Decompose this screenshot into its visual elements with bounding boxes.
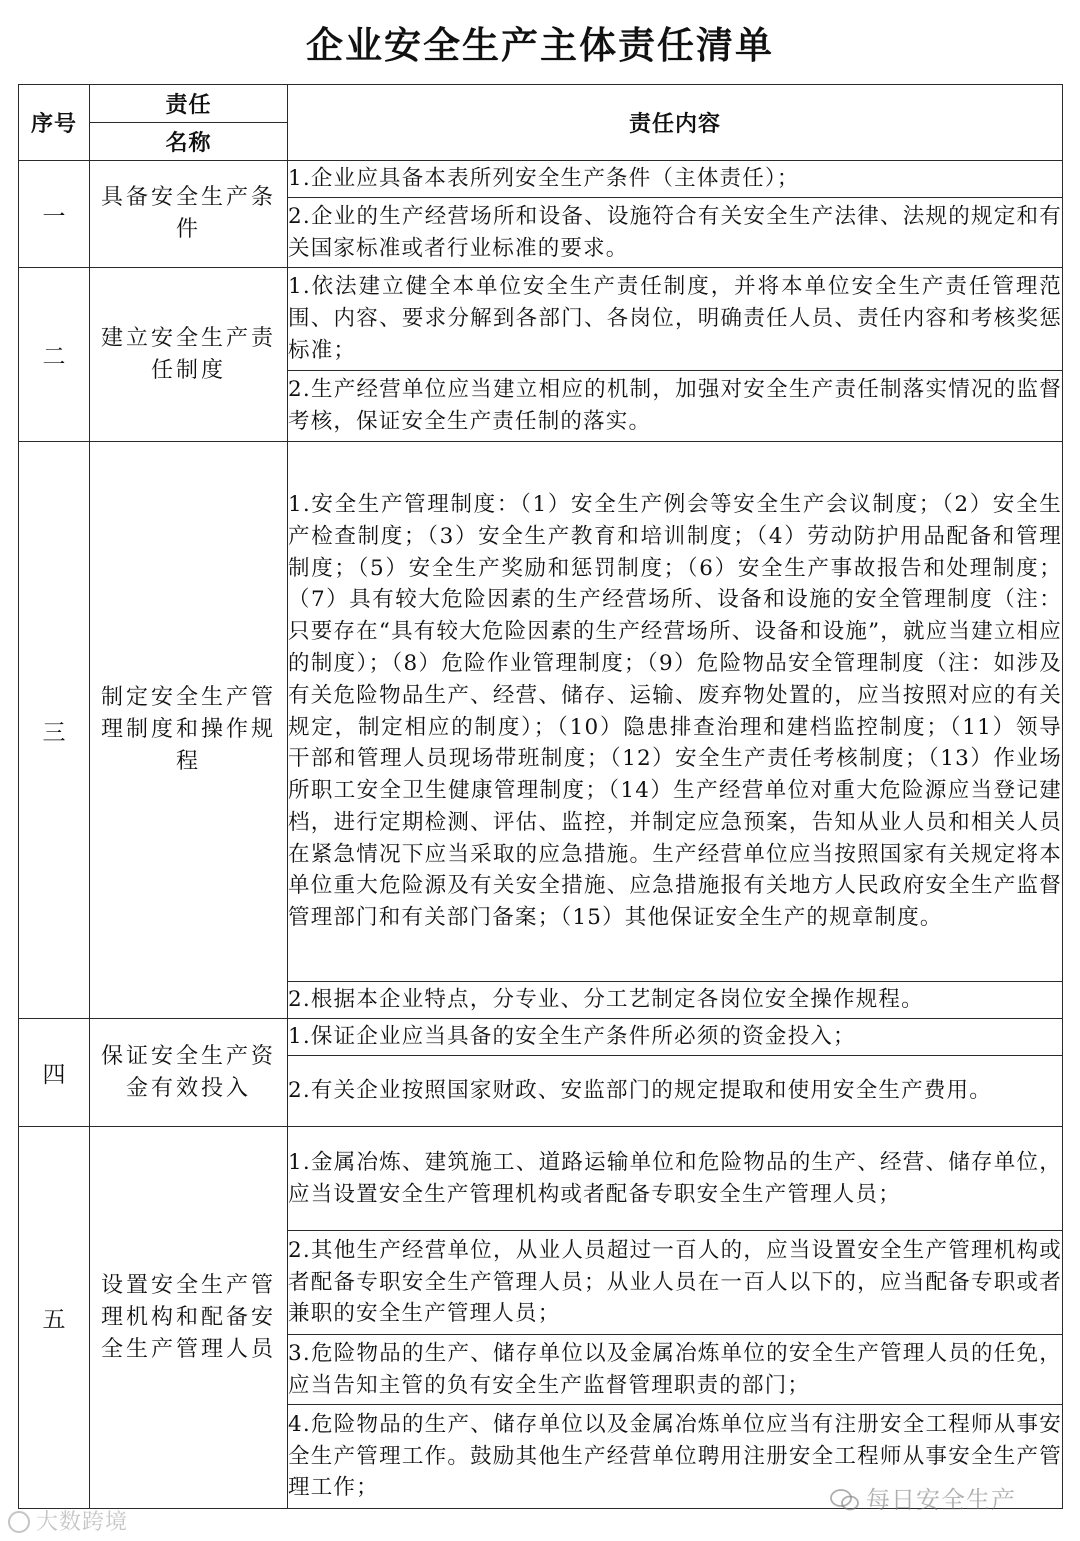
table-row — [19, 1127, 1063, 1231]
row-number: 五 — [19, 1127, 90, 1509]
row-name: 保证安全生产资金有效投入 — [90, 1019, 288, 1127]
row-name: 建立安全生产责任制度 — [90, 268, 288, 442]
row-item: 1.企业应具备本表所列安全生产条件（主体责任）； — [288, 161, 1063, 198]
camera-icon — [8, 1511, 30, 1533]
watermark-right — [830, 1480, 1016, 1515]
header-name-top: 责任 — [90, 85, 288, 123]
row-item: 1.保证企业应当具备的安全生产条件所必须的资金投入； — [288, 1019, 1063, 1056]
row-number: 一 — [19, 161, 90, 268]
row-number: 二 — [19, 268, 90, 442]
row-item: 2.生产经营单位应当建立相应的机制，加强对安全生产责任制落实情况的监督考核，保证安全生产责任制的落实。 — [288, 371, 1063, 442]
table-row — [19, 161, 1063, 198]
row-item: 3.危险物品的生产、储存单位以及金属冶炼单位的安全生产管理人员的任免，应当告知主管的负有安全生产监督管理职责的部门； — [288, 1335, 1063, 1405]
row-item: 2.根据本企业特点，分专业、分工艺制定各岗位安全操作规程。 — [288, 982, 1063, 1019]
table-row — [19, 442, 1063, 982]
page-title: 企业安全生产主体责任清单 — [306, 24, 774, 67]
row-item: 4.危险物品的生产、储存单位以及金属冶炼单位应当有注册安全工程师从事安全生产管理工作。鼓励其他生产经营单位聘用注册安全工程师从事安全生产管理工作； — [288, 1405, 1063, 1509]
row-number: 四 — [19, 1019, 90, 1127]
watermark-left — [8, 1505, 128, 1536]
row-name: 设置安全生产管理机构和配备安全生产管理人员 — [90, 1127, 288, 1509]
row-name: 具备安全生产条件 — [90, 161, 288, 268]
row-item: 1.金属冶炼、建筑施工、道路运输单位和危险物品的生产、经营、储存单位，应当设置安全生产管理机构或者配备专职安全生产管理人员； — [288, 1127, 1063, 1231]
row-name: 制定安全生产管理制度和操作规程 — [90, 442, 288, 1019]
table-row — [19, 268, 1063, 371]
wechat-icon — [830, 1489, 860, 1511]
row-item: 2.其他生产经营单位，从业人员超过一百人的，应当设置安全生产管理机构或者配备专职安全生产管理人员；从业人员在一百人以下的，应当配备专职或者兼职的安全生产管理人员； — [288, 1231, 1063, 1335]
row-item: 1.依法建立健全本单位安全生产责任制度，并将本单位安全生产责任管理范围、内容、要求分解到各部门、各岗位，明确责任人员、责任内容和考核奖惩标准； — [288, 268, 1063, 371]
watermark-left-text: 大数跨境 — [36, 1510, 129, 1535]
header-content: 责任内容 — [288, 85, 1063, 161]
responsibility-table — [18, 84, 1063, 1509]
row-item: 2.企业的生产经营场所和设备、设施符合有关安全生产法律、法规的规定和有关国家标准或者行业标准的要求。 — [288, 198, 1063, 268]
table-row — [19, 1019, 1063, 1056]
row-number: 三 — [19, 442, 90, 1019]
row-item: 1.安全生产管理制度：（1）安全生产例会等安全生产会议制度；（2）安全生产检查制度；（3）安全生产教育和培训制度；（4）劳动防护用品配备和管理制度；（5）安全生产奖励和惩罚制度；（6）安全生产事故报告和处理制度；（7）具有较大危险因素的生产经营场所、设备和设施的安全管理制度（注：只要存在“具有较大危险因素的生产经营场所、设备和设施”，就应当建立相应的制度）；（8）危险作业管理制度；（9）危险物品安全管理制度（注：如涉及有关危险物品生产、经营、储存、运输、废弃物处置的，应当按照对应的有关规定，制定相应的制度）；（10）隐患排查治理和建档监控制度；（11）领导干部和管理人员现场带班制度；（12）安全生产责任考核制度；（13）作业场所职工安全卫生健康管理制度；（14）生产经营单位对重大危险源应当登记建档，进行定期检测、评估、监控，并制定应急预案，告知从业人员和相关人员在紧急情况下应当采取的应急措施。生产经营单位应当按照国家有关规定将本单位重大危险源及有关安全措施、应急措施报有关地方人民政府安全生产监督管理部门和有关部门备案；（15）其他保证安全生产的规章制度。 — [288, 442, 1063, 982]
watermark-right-text: 每日安全生产 — [866, 1486, 1016, 1514]
header-name-bottom: 名称 — [90, 123, 288, 161]
row-item: 2.有关企业按照国家财政、安监部门的规定提取和使用安全生产费用。 — [288, 1056, 1063, 1127]
header-no: 序号 — [19, 85, 90, 161]
